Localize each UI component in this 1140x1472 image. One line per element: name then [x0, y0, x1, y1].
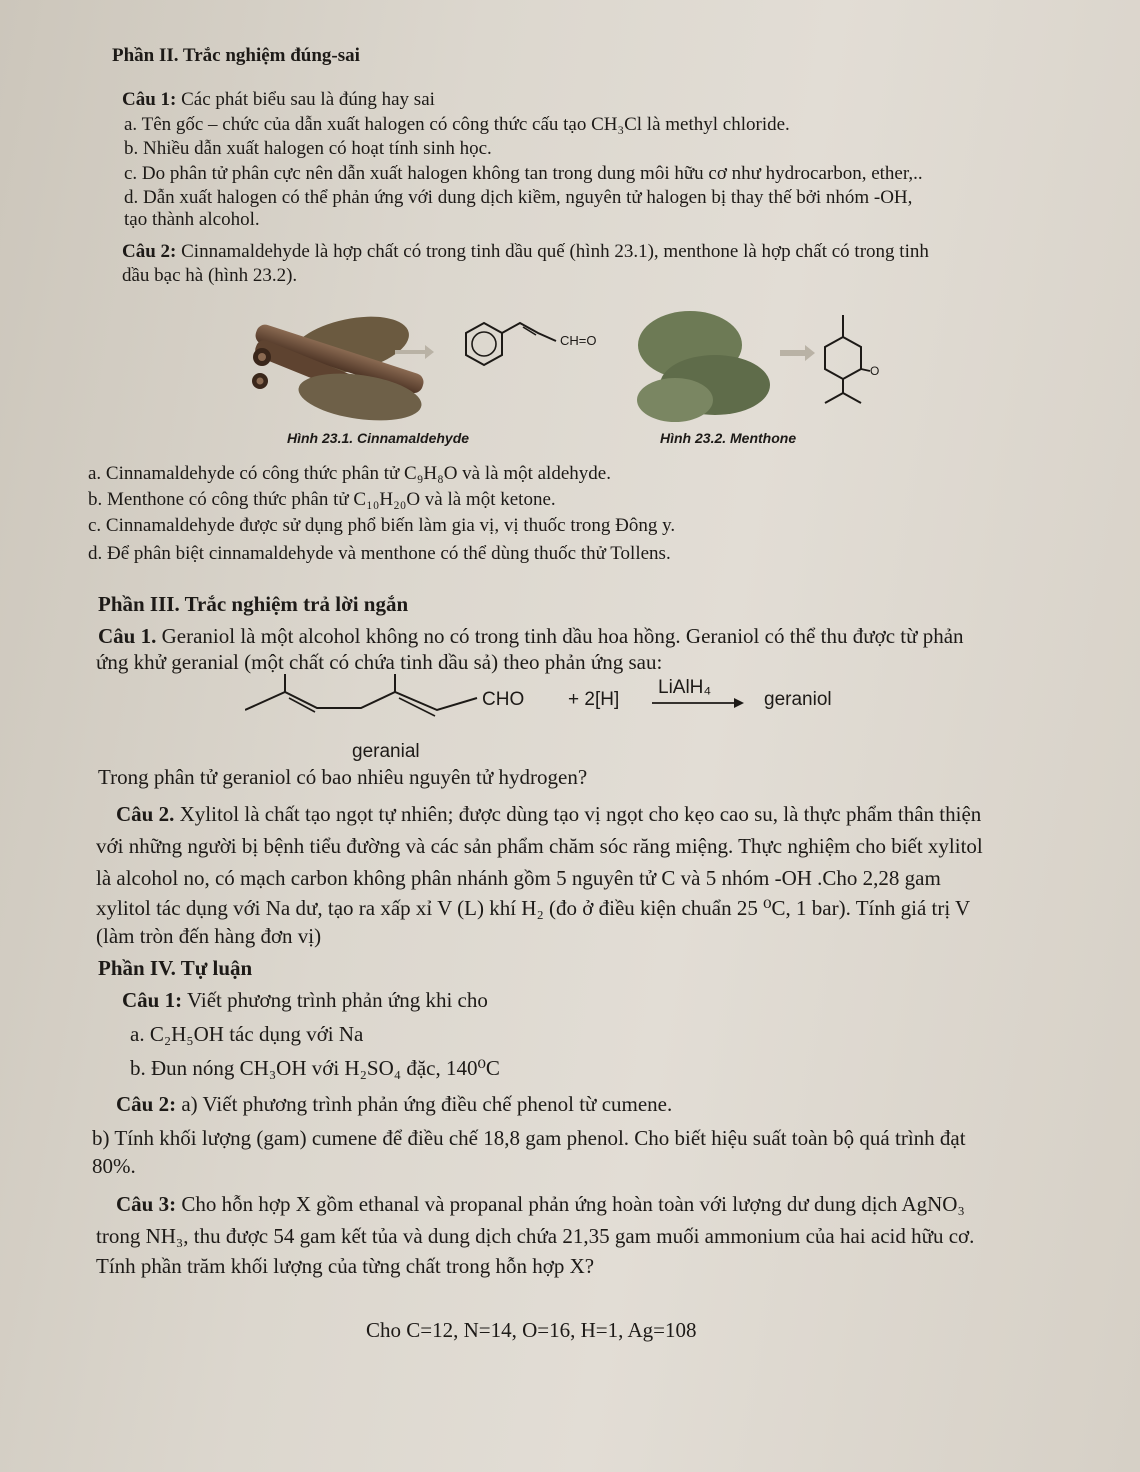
part3-q2-line1: [116, 802, 981, 826]
part4-q2-part-a: [116, 1092, 672, 1116]
part3-q1-stem: [98, 624, 964, 648]
question-label: Câu 2:: [116, 1092, 177, 1116]
part4-q3-line3: Tính phần trăm khối lượng của từng chất trong hỗn hợp X?: [96, 1254, 595, 1278]
part2-q2-option-c: c. Cinnamaldehyde được sử dụng phổ biến làm gia vị, vị thuốc trong Đông y.: [88, 515, 676, 536]
ketone-oxygen-label: O: [870, 364, 880, 378]
part3-title: Phần III. Trắc nghiệm trả lời ngắn: [98, 592, 409, 616]
part4-q3-line1: [116, 1192, 965, 1216]
mint-leaf: [637, 378, 713, 422]
part4-q1-stem: [122, 988, 488, 1012]
part4-q2-part-b-cont: 80%.: [92, 1154, 136, 1178]
question-text: Viết phương trình phản ứng khi cho: [186, 988, 488, 1012]
mint-figure: [620, 305, 880, 430]
hydrogen-reagent: + 2[H]: [568, 689, 620, 710]
part2-q1-option-c: c. Do phân tử phân cực nên dẫn xuất halogen không tan trong dung môi hữu cơ như hydrocarbon, ether,..: [124, 163, 923, 184]
reducing-agent: LiAlH₄: [658, 677, 712, 698]
question-label: Câu 2.: [116, 802, 175, 826]
question-text: Cinnamaldehyde là hợp chất có trong tinh dầu quế (hình 23.1), menthone là hợp chất có trong tinh: [181, 241, 929, 262]
geranial-structure: [245, 670, 485, 720]
part2-q1-option-d: d. Dẫn xuất halogen có thể phản ứng với dung dịch kiềm, nguyên tử halogen bị thay thế bởi nhóm -OH,: [124, 187, 913, 208]
question-label: Câu 1.: [98, 624, 157, 648]
part4-q1-item-a: a. C₂H₅OH tác dụng với Na: [130, 1022, 364, 1046]
part2-q1-option-b: b. Nhiều dẫn xuất halogen có hoạt tính sinh học.: [124, 138, 492, 159]
part3-q2-line2: với những người bị bệnh tiểu đường và các sản phẩm chăm sóc răng miệng. Thực nghiệm cho biết xylitol: [96, 834, 983, 858]
question-label: Câu 2:: [122, 241, 177, 262]
part4-q3-line2: trong NH₃, thu được 54 gam kết tủa và dung dịch chứa 21,35 gam muối ammonium của hai acid hữu cơ.: [96, 1224, 975, 1248]
question-label: Câu 1:: [122, 89, 177, 110]
question-text: Xylitol là chất tạo ngọt tự nhiên; được dùng tạo vị ngọt cho kẹo cao su, là thực phẩm thân thiện: [179, 802, 982, 826]
aldehyde-group-label: CH=O: [560, 333, 597, 348]
part3-q2-line3: là alcohol no, có mạch carbon không phân nhánh gồm 5 nguyên tử C và 5 nhóm -OH .Cho 2,28 gam: [96, 866, 941, 890]
atomic-masses: Cho C=12, N=14, O=16, H=1, Ag=108: [366, 1318, 697, 1342]
part4-title: Phần IV. Tự luận: [98, 956, 253, 980]
question-label: Câu 3:: [116, 1192, 177, 1216]
part3-q2-line5: (làm tròn đến hàng đơn vị): [96, 924, 322, 948]
reactant-name: geranial: [352, 741, 420, 762]
part4-q1-item-b: b. Đun nóng CH₃OH với H₂SO₄ đặc, 140⁰C: [130, 1056, 500, 1080]
part2-q2-option-a: a. Cinnamaldehyde có công thức phân tử C₉H₈O và là một aldehyde.: [88, 463, 611, 484]
part2-title: Phần II. Trắc nghiệm đúng-sai: [112, 45, 360, 66]
question-label: Câu 1:: [122, 988, 183, 1012]
question-text: Cho hỗn hợp X gồm ethanal và propanal phản ứng hoàn toàn với lượng dư dung dịch AgNO₃: [181, 1192, 965, 1216]
part2-q1-option-a: a. Tên gốc – chức của dẫn xuất halogen có công thức cấu tạo CH₃Cl là methyl chloride.: [124, 114, 790, 135]
figure-23-2-caption: Hình 23.2. Menthone: [660, 430, 797, 446]
part2-q1-stem: [122, 88, 435, 112]
reaction-arrow-icon: [652, 697, 744, 709]
aldehyde-group: CHO: [482, 689, 525, 710]
cinnamon-figure: [240, 305, 620, 430]
question-text: a) Viết phương trình phản ứng điều chế phenol từ cumene.: [181, 1092, 673, 1116]
figure-23-1-caption: Hình 23.1. Cinnamaldehyde: [287, 430, 470, 446]
cyclohexane-ring: [825, 337, 861, 379]
part2-q2-option-d: d. Để phân biệt cinnamaldehyde và menthone có thể dùng thuốc thử Tollens.: [88, 543, 671, 564]
part2-q1-option-d-cont: tạo thành alcohol.: [124, 209, 260, 230]
question-text: Các phát biểu sau là đúng hay sai: [181, 89, 435, 110]
part3-q1-stem-cont: ứng khử geranial (một chất có chứa tinh dầu sả) theo phản ứng sau:: [96, 650, 663, 674]
arrow-right-icon: [780, 345, 815, 361]
part3-q2-line4: xylitol tác dụng với Na dư, tạo ra xấp xỉ V (L) khí H₂ (đo ở điều kiện chuẩn 25 ⁰C, 1 bar). Tính giá trị V: [96, 896, 971, 920]
question-text: Geraniol là một alcohol không no có trong tinh dầu hoa hồng. Geraniol có thể thu được từ phản: [161, 624, 964, 648]
part2-q2-option-b: b. Menthone có công thức phân tử C₁₀H₂₀O và là một ketone.: [88, 489, 556, 510]
part2-q2-stem-cont: dầu bạc hà (hình 23.2).: [122, 265, 298, 286]
part3-q1-question: Trong phân tử geraniol có bao nhiêu nguyên tử hydrogen?: [98, 765, 588, 789]
part2-q2-stem: [122, 240, 929, 264]
part4-q2-part-b: b) Tính khối lượng (gam) cumene để điều chế 18,8 gam phenol. Cho biết hiệu suất toàn bộ quá trình đạt: [92, 1126, 966, 1150]
reaction-product: geraniol: [764, 689, 832, 710]
